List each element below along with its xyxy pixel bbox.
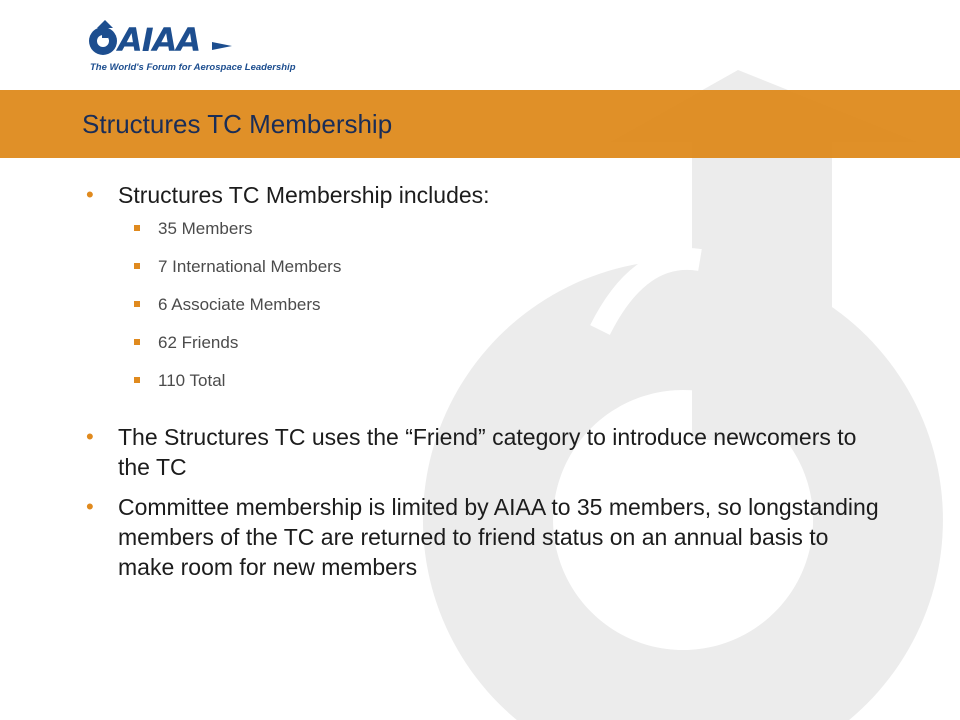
square-bullet-icon: [134, 225, 140, 231]
logo-wordmark: AIAA: [118, 21, 201, 59]
bullet-item: [86, 422, 886, 482]
sub-item: [86, 218, 886, 256]
sub-list: [86, 218, 886, 408]
sub-item-text: 35 Members: [158, 219, 253, 238]
logo-swoosh: [212, 40, 232, 52]
sub-item: [86, 294, 886, 332]
square-bullet-icon: [134, 339, 140, 345]
sub-item: [86, 332, 886, 370]
sub-item-text: 7 International Members: [158, 257, 342, 276]
square-bullet-icon: [134, 301, 140, 307]
aiaa-logo-icon: [86, 20, 122, 58]
slide-title: Structures TC Membership: [82, 109, 393, 139]
bullet-marker: •: [86, 424, 94, 449]
aiaa-logo: [86, 16, 296, 76]
bullet-text: Committee membership is limited by AIAA to 35 members, so longstanding members of the TC are returned to friend status on an annual basis to make room for new members: [118, 494, 879, 580]
sub-item-text: 110 Total: [158, 371, 226, 390]
slide-content: [86, 174, 886, 582]
bullet-text: Structures TC Membership includes:: [118, 182, 490, 208]
bullet-text: The Structures TC uses the “Friend” category to introduce newcomers to the TC: [118, 424, 857, 480]
logo-tagline: The World's Forum for Aerospace Leadership: [90, 62, 296, 73]
square-bullet-icon: [134, 263, 140, 269]
sub-item-text: 6 Associate Members: [158, 295, 321, 314]
bullet-marker: •: [86, 182, 94, 207]
sub-item-text: 62 Friends: [158, 333, 239, 352]
sub-item: [86, 370, 886, 408]
square-bullet-icon: [134, 377, 140, 383]
bullet-item: [86, 492, 886, 582]
bullet-marker: •: [86, 494, 94, 519]
sub-item: [86, 256, 886, 294]
bullet-item: [86, 180, 886, 210]
